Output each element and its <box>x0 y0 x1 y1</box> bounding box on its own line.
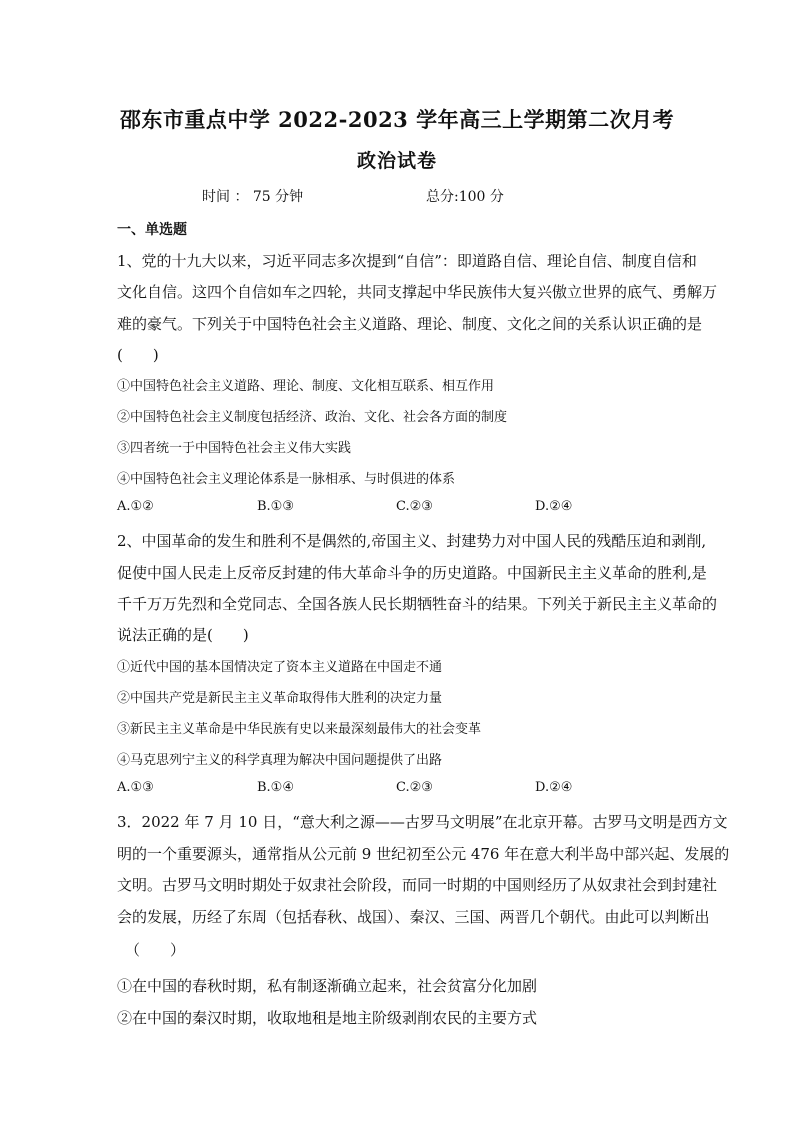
exam-title: 邵东市重点中学 2022-2023 学年高三上学期第二次月考 <box>119 107 675 132</box>
question-2-choice-b[interactable]: B.①④ <box>257 780 294 795</box>
question-1-statement-1: ①中国特色社会主义道路、理论、制度、文化相互联系、相互作用 <box>117 379 495 394</box>
question-3-line-2: 明的一个重要源头，通常指从公元前 9 世纪初至公元 476 年在意大利半岛中部兴起、发展的 <box>117 845 730 863</box>
question-1-line-3: 难的豪气。下列关于中国特色社会主义道路、理论、制度、文化之间的关系认识正确的是 <box>117 315 703 333</box>
question-2-line-2: 促使中国人民走上反帝反封建的伟大革命斗争的历史道路。中国新民主主义革命的胜利,是 <box>117 564 707 582</box>
question-1-choice-c[interactable]: C.②③ <box>396 499 433 514</box>
question-3-statement-1: ①在中国的春秋时期，私有制逐渐确立起来，社会贫富分化加剧 <box>117 977 538 995</box>
question-2-choice-d[interactable]: D.②④ <box>535 780 573 795</box>
question-3-line-4: 会的发展，历经了东周（包括春秋、战国）、秦汉、三国、两晋几个朝代。由此可以判断出 <box>117 908 710 926</box>
question-1-line-2: 文化自信。这四个自信如车之四轮，共同支撑起中华民族伟大复兴傲立世界的底气、勇解万 <box>117 283 718 301</box>
question-2-line-4: 说法正确的是( ) <box>117 626 249 644</box>
question-3-line-3: 文明。古罗马文明时期处于奴隶社会阶段，而同一时期的中国则经历了从奴隶社会到封建社 <box>117 876 718 894</box>
question-1-statement-4: ④中国特色社会主义理论体系是一脉相承、与时俱进的体系 <box>117 472 456 487</box>
exam-total-score: 总分:100 分 <box>426 189 504 205</box>
question-1-line-1: 1、党的十九大以来，习近平同志多次提到“自信”：即道路自信、理论自信、制度自信和 <box>117 252 697 270</box>
question-1-choice-d[interactable]: D.②④ <box>535 499 573 514</box>
question-2-statement-2: ②中国共产党是新民主主义革命取得伟大胜利的决定力量 <box>117 691 443 706</box>
question-2-statement-1: ①近代中国的基本国情决定了资本主义道路在中国走不通 <box>117 660 443 675</box>
exam-subtitle: 政治试卷 <box>356 150 437 172</box>
question-1-choice-b[interactable]: B.①③ <box>257 499 294 514</box>
question-1-choice-a[interactable]: A.①② <box>117 499 154 514</box>
question-2-choice-c[interactable]: C.②③ <box>396 780 433 795</box>
question-1-statement-3: ③四者统一于中国特色社会主义伟大实践 <box>117 441 352 456</box>
question-3-line-1: 3．2022 年 7 月 10 日，“意大利之源——古罗马文明展”在北京开幕。古罗马文明是西方文 <box>117 813 728 831</box>
question-2-choice-a[interactable]: A.①③ <box>117 780 154 795</box>
question-3-line-5: （ ） <box>125 941 186 959</box>
question-2-line-1: 2、中国革命的发生和胜利不是偶然的,帝国主义、封建势力对中国人民的残酷压迫和剥削, <box>117 532 707 550</box>
question-2-statement-3: ③新民主主义革命是中华民族有史以来最深刻最伟大的社会变革 <box>117 722 482 737</box>
section-title: 一、单选题 <box>117 222 187 238</box>
question-3-statement-2: ②在中国的秦汉时期，收取地租是地主阶级剥削农民的主要方式 <box>117 1009 538 1027</box>
question-2-statement-4: ④马克思列宁主义的科学真理为解决中国问题提供了出路 <box>117 753 443 768</box>
question-1-line-4: ( ) <box>117 346 159 364</box>
exam-time: 时间 ： 75 分钟 <box>202 189 304 205</box>
question-1-statement-2: ②中国特色社会主义制度包括经济、政治、文化、社会各方面的制度 <box>117 410 508 425</box>
question-2-line-3: 千千万万先烈和全党同志、全国各族人民长期牺牲奋斗的结果。下列关于新民主主义革命的 <box>117 595 718 613</box>
